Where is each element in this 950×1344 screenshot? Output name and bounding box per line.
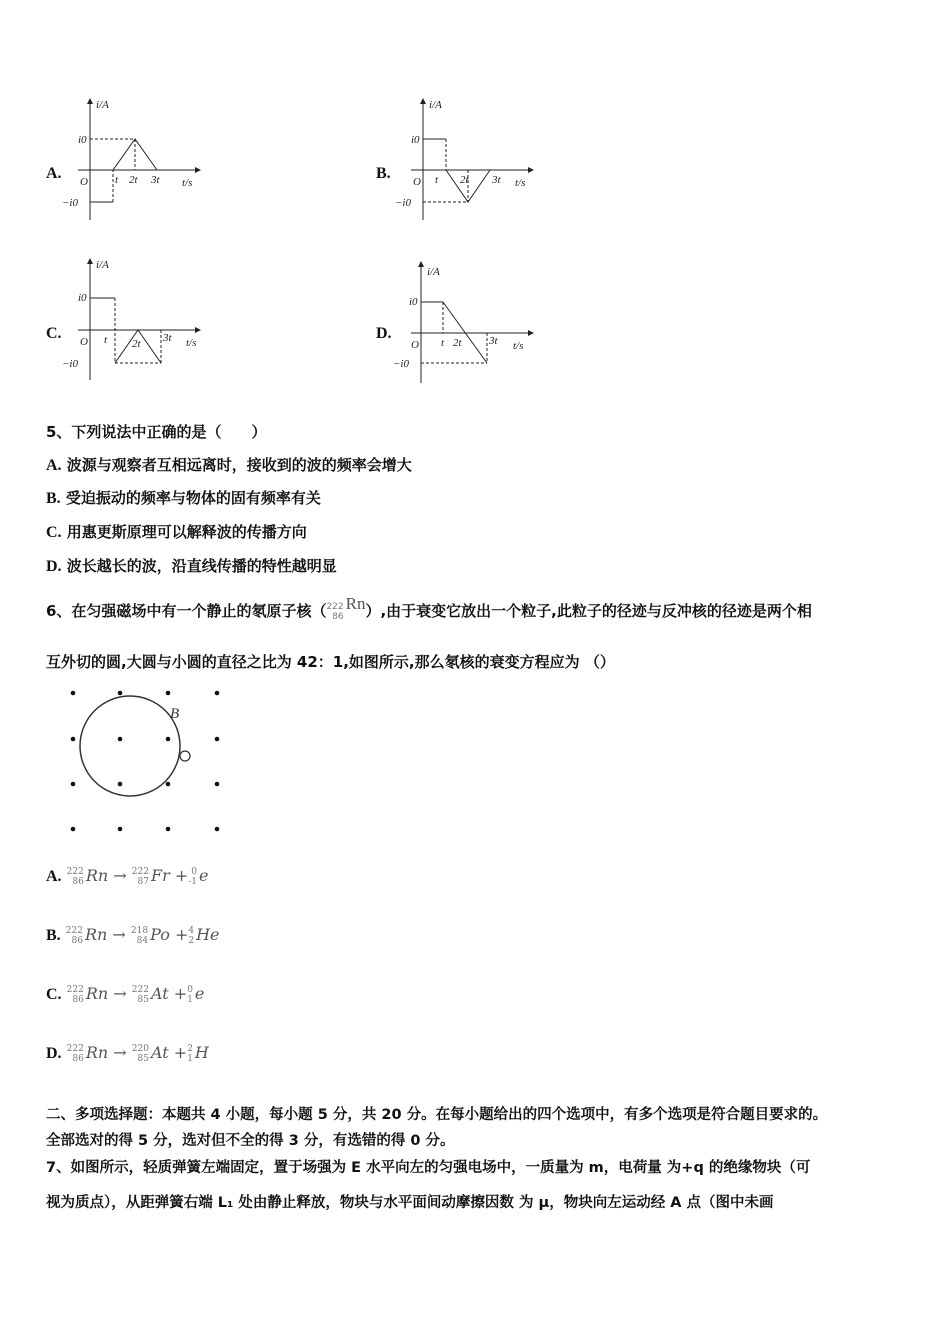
svg-text:t/s: t/s bbox=[182, 177, 193, 189]
svg-text:i0: i0 bbox=[411, 134, 420, 146]
q6-option-a: A. 222 86 Rn → 222 87 Fr + 0 -1 e bbox=[46, 866, 209, 887]
svg-text:−i0: −i0 bbox=[395, 197, 411, 209]
option-label-d: D. bbox=[376, 325, 392, 342]
q5-option-a: A. 波源与观察者互相远离时，接收到的波的频率会增大 bbox=[46, 456, 412, 474]
graph-option-a bbox=[60, 95, 230, 225]
svg-text:O: O bbox=[411, 339, 419, 351]
svg-text:O: O bbox=[80, 176, 88, 188]
q6-stem-line1: 6、在匀强磁场中有一个静止的氡原子核（ 222 86 Rn）,由于衰变它放出一个粒子,此粒子的径迹与反冲核的径迹是两个相 bbox=[46, 594, 812, 622]
svg-text:i0: i0 bbox=[78, 134, 87, 146]
svg-text:2t: 2t bbox=[129, 174, 138, 186]
q5-stem: 5、下列说法中正确的是（ ） bbox=[46, 423, 267, 441]
svg-text:t/s: t/s bbox=[515, 177, 526, 189]
q5-option-c: C. 用惠更斯原理可以解释波的传播方向 bbox=[46, 523, 307, 541]
option-label-b: B. bbox=[376, 165, 391, 182]
svg-text:−i0: −i0 bbox=[62, 358, 78, 370]
svg-text:t/s: t/s bbox=[513, 340, 524, 352]
q5-option-b: B. 受迫振动的频率与物体的固有频率有关 bbox=[46, 489, 321, 507]
svg-text:t: t bbox=[435, 174, 439, 186]
svg-text:2t: 2t bbox=[453, 337, 462, 349]
svg-text:3t: 3t bbox=[151, 174, 160, 186]
option-label-a: A. bbox=[46, 165, 62, 182]
section2-instructions-line2: 全部选对的得 5 分，选对但不全的得 3 分，有选错的得 0 分。 bbox=[46, 1133, 455, 1149]
q6-stem-line2: 互外切的圆,大圆与小圆的直径之比为 42：1,如图所示,那么氡核的衰变方程应为 （） bbox=[46, 653, 615, 671]
q7-stem-line1: 7、如图所示，轻质弹簧左端固定，置于场强为 E 水平向左的匀强电场中，一质量为 m，电荷量 为+q 的绝缘物块（可 bbox=[46, 1160, 811, 1176]
q6-option-b: B. 222 86 Rn → 218 84 Po + 4 2 He bbox=[46, 925, 220, 946]
svg-text:t: t bbox=[104, 334, 108, 346]
svg-text:O: O bbox=[80, 336, 88, 348]
svg-text:i/A: i/A bbox=[96, 259, 109, 271]
option-label-c: C. bbox=[46, 325, 62, 342]
svg-text:−i0: −i0 bbox=[62, 197, 78, 209]
svg-text:i/A: i/A bbox=[429, 99, 442, 111]
svg-text:t/s: t/s bbox=[186, 337, 197, 349]
svg-text:i/A: i/A bbox=[96, 99, 109, 111]
svg-text:O: O bbox=[413, 176, 421, 188]
section2-instructions-line1: 二、多项选择题：本题共 4 小题，每小题 5 分，共 20 分。在每小题给出的四个选项中，有多个选项是符合题目要求的。 bbox=[46, 1107, 828, 1123]
svg-text:t: t bbox=[441, 337, 445, 349]
q7-stem-line2: 视为质点），从距弹簧右端 L₁ 处由静止释放，物块与水平面间动摩擦因数 为 μ，物块向左运动经 A 点（图中未画 bbox=[46, 1195, 774, 1211]
svg-text:−i0: −i0 bbox=[393, 358, 409, 370]
svg-text:B: B bbox=[170, 706, 180, 722]
svg-text:2t: 2t bbox=[132, 338, 141, 350]
q5-option-d: D. 波长越长的波，沿直线传播的特性越明显 bbox=[46, 557, 337, 575]
graph-option-c bbox=[60, 255, 230, 385]
svg-text:3t: 3t bbox=[163, 332, 172, 344]
svg-text:i/A: i/A bbox=[427, 266, 440, 278]
svg-text:t: t bbox=[115, 174, 119, 186]
svg-text:3t: 3t bbox=[492, 174, 501, 186]
large-track-circle bbox=[80, 696, 180, 796]
magnetic-field-figure bbox=[55, 680, 245, 845]
small-track-circle bbox=[180, 751, 190, 761]
svg-text:2t: 2t bbox=[460, 174, 469, 186]
svg-text:i0: i0 bbox=[409, 296, 418, 308]
svg-text:3t: 3t bbox=[489, 335, 498, 347]
graph-option-b bbox=[393, 95, 563, 225]
svg-text:i0: i0 bbox=[78, 292, 87, 304]
graph-option-d bbox=[393, 258, 563, 388]
q6-option-d: D. 222 86 Rn → 220 85 At + 2 1 H bbox=[46, 1043, 209, 1064]
q6-option-c: C. 222 86 Rn → 222 85 At + 0 1 e bbox=[46, 984, 205, 1005]
